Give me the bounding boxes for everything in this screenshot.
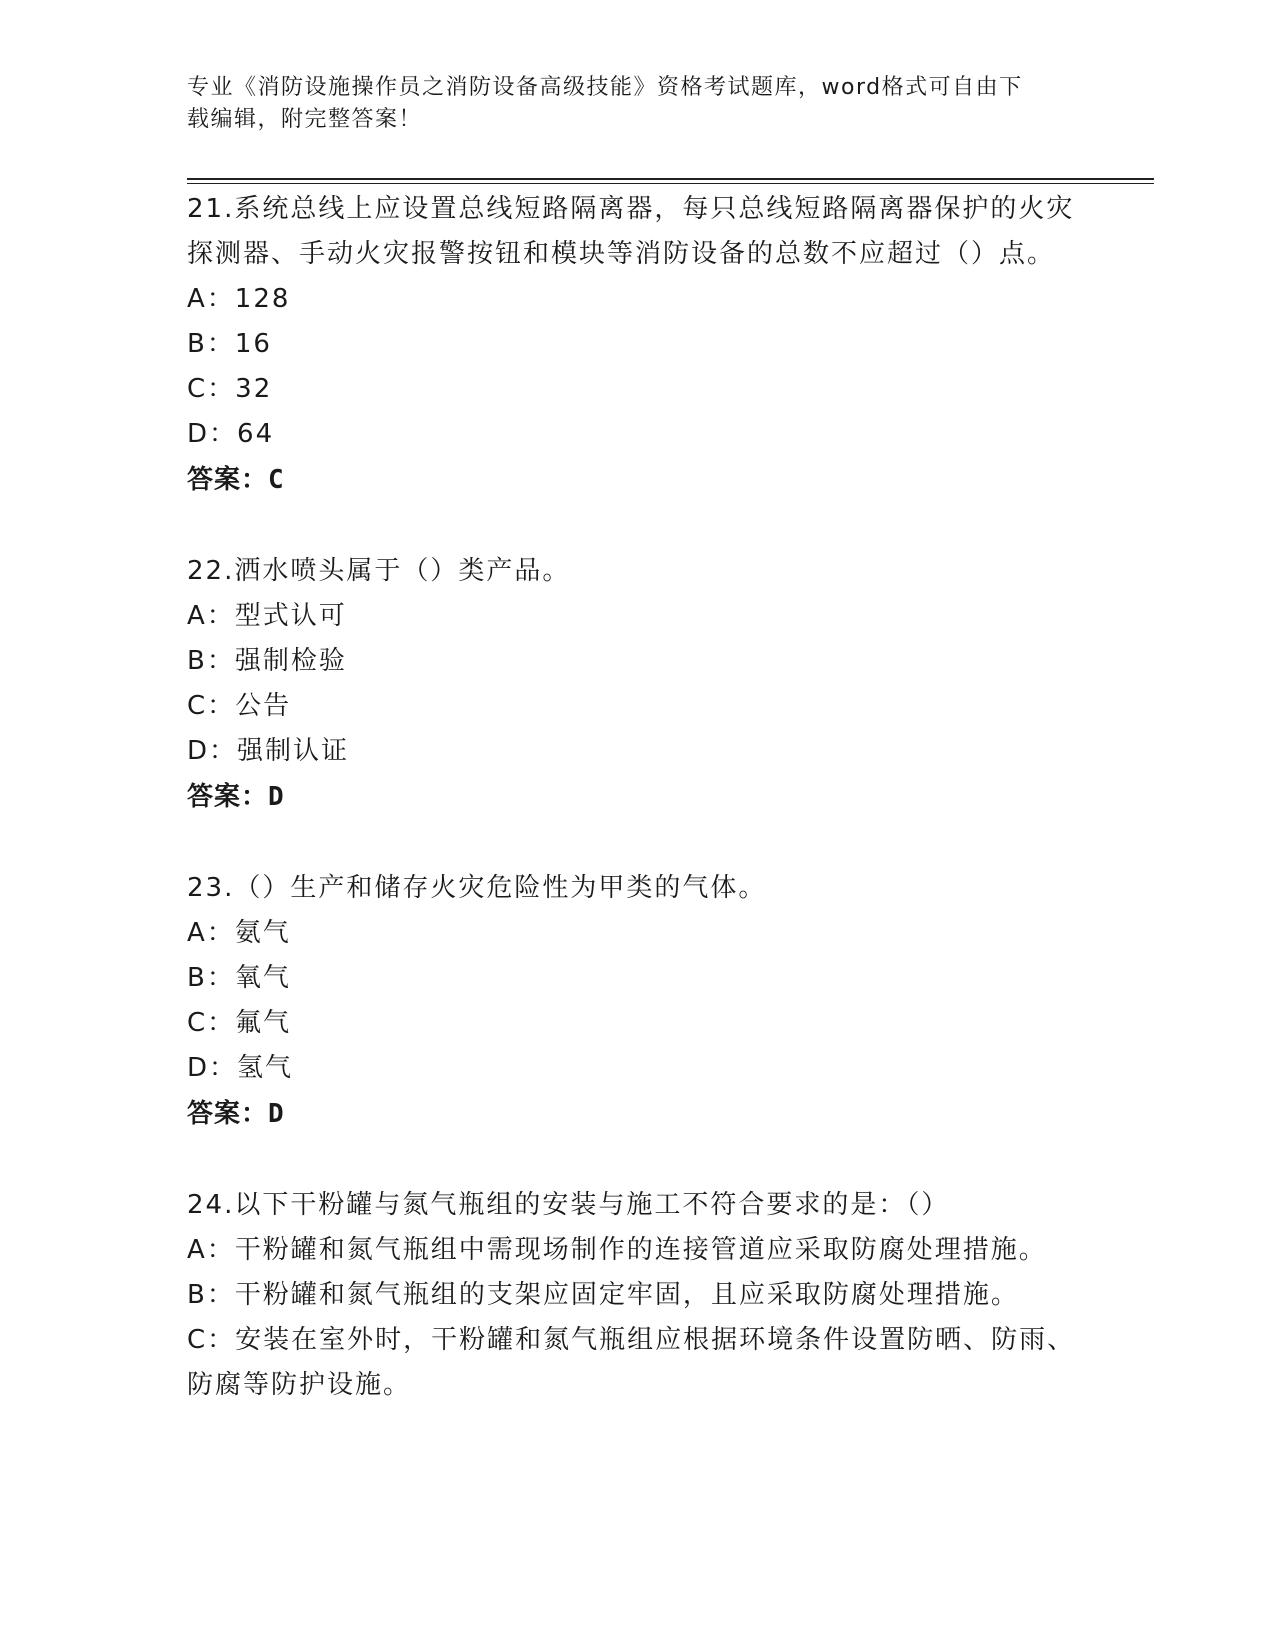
question-22 (187, 549, 1087, 820)
question-text: 24.以下干粉罐与氮气瓶组的安装与施工不符合要求的是：（） (187, 1190, 950, 1220)
question-text: 22.洒水喷头属于（）类产品。 (187, 556, 571, 586)
option-b: B：强制检验 (187, 646, 347, 676)
answer-value: D (268, 782, 285, 812)
option-b: B：16 (187, 329, 272, 359)
option-a: A：型式认可 (187, 601, 347, 631)
answer-value: D (268, 1099, 285, 1129)
option-c: C：公告 (187, 691, 292, 721)
question-text: 21.系统总线上应设置总线短路隔离器，每只总线短路隔离器保护的火灾探测器、手动火灾报警按钮和模块等消防设备的总数不应超过（）点。 (187, 194, 1075, 269)
answer-label: 答案： (187, 465, 269, 495)
header-divider-thick (187, 178, 1154, 180)
option-b: B：干粉罐和氮气瓶组的支架应固定牢固，且应采取防腐处理措施。 (187, 1280, 1019, 1310)
answer-line (187, 1091, 1087, 1137)
option-a: A：128 (187, 284, 291, 314)
answer-value: C (268, 465, 285, 495)
header-line-1: 专业《消防设施操作员之消防设备高级技能》资格考试题库，word格式可自由下 (187, 75, 1023, 100)
question-24 (187, 1183, 1087, 1408)
answer-label: 答案： (187, 782, 269, 812)
question-21 (187, 187, 1087, 503)
question-23 (187, 866, 1087, 1137)
header-divider-thin (187, 183, 1154, 184)
option-d: D：氢气 (187, 1053, 294, 1083)
answer-label: 答案： (187, 1099, 269, 1129)
option-c: C：安装在室外时，干粉罐和氮气瓶组应根据环境条件设置防晒、防雨、防腐等防护设施。 (187, 1325, 1076, 1400)
option-a: A：氨气 (187, 918, 291, 948)
option-d: D：强制认证 (187, 736, 350, 766)
option-c: C：32 (187, 374, 273, 404)
option-a: A：干粉罐和氮气瓶组中需现场制作的连接管道应采取防腐处理措施。 (187, 1235, 1047, 1265)
question-text: 23.（）生产和储存火灾危险性为甲类的气体。 (187, 873, 767, 903)
answer-line (187, 457, 1087, 503)
question-list (187, 187, 1087, 1454)
answer-line (187, 774, 1087, 820)
header-line-2: 载编辑，附完整答案！ (187, 107, 423, 132)
document-header (187, 72, 1067, 136)
option-c: C：氟气 (187, 1008, 292, 1038)
option-b: B：氧气 (187, 963, 291, 993)
option-d: D：64 (187, 419, 275, 449)
